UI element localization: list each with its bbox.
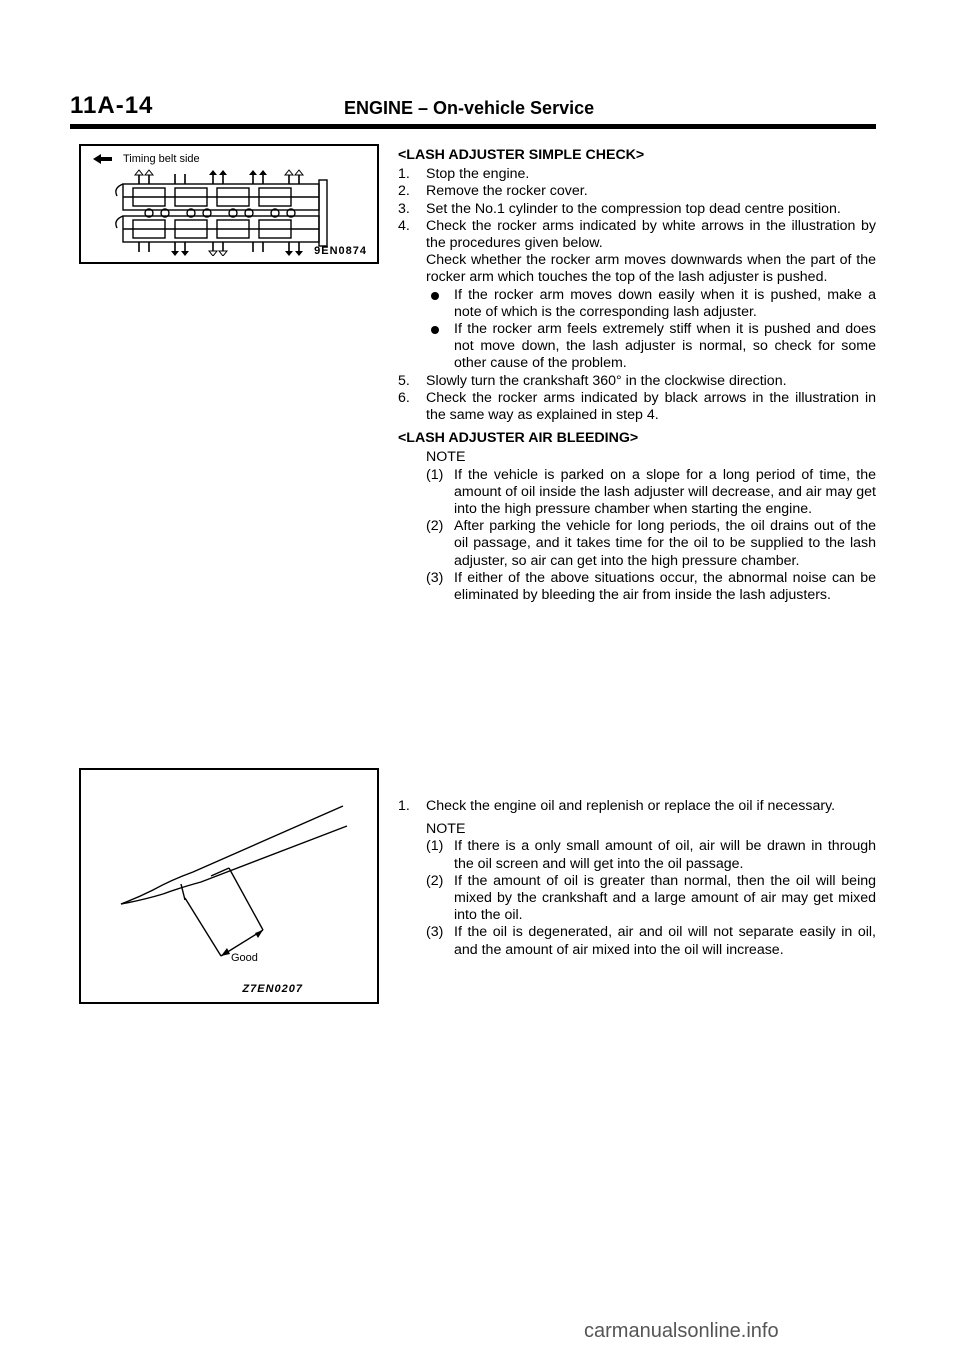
note-item: (3) If the oil is degenerated, air and oil will not separate easily in oil, and the amount of air mixed into the oil will increase. — [426, 924, 876, 958]
left-arrow-icon — [93, 154, 113, 164]
air-bleeding-note — [398, 449, 876, 604]
note-label: NOTE — [426, 449, 466, 466]
oil-dipstick-figure — [79, 768, 379, 1004]
note-list — [426, 467, 876, 605]
list-item: 1. Stop the engine. — [398, 166, 530, 183]
simple-check-heading: <LASH ADJUSTER SIMPLE CHECK> — [398, 147, 645, 163]
figure-caption: Timing belt side — [123, 153, 200, 165]
good-label: Good — [231, 952, 258, 964]
list-item: 1. Check the engine oil and replenish or replace the oil if necessary. — [398, 798, 836, 814]
oil-check-note — [398, 821, 876, 959]
figure-code: 9EN0874 — [314, 245, 367, 257]
list-item: 2. Remove the rocker cover. — [398, 183, 588, 200]
air-bleeding-heading: <LASH ADJUSTER AIR BLEEDING> — [398, 430, 639, 447]
note-item: (1) If the vehicle is parked on a slope for a long period of time, the amount of oil inside the lash adjuster will decrease, and air may get into the high pressure chamber when starting the engine. — [426, 466, 876, 518]
cylinder-head-figure — [79, 144, 379, 264]
page-number: 11A-14 — [70, 92, 154, 119]
step4-detail: Check whether the rocker arm moves downwards when the part of the rocker arm which touches the top of the lash adjuster is pushed. — [426, 252, 876, 286]
bullet-item: If the rocker arm moves down easily when it is pushed, make a note of which is the corresponding lash adjuster. — [426, 287, 876, 321]
list-item: 5. Slowly turn the crankshaft 360° in the clockwise direction. — [398, 372, 787, 389]
note-item: (2) After parking the vehicle for long periods, the oil drains out of the oil passage, and it takes time for the oil to be supplied to the lash adjuster, so air can get into the high pressure chamber. — [426, 518, 876, 569]
oil-check-steps — [398, 798, 876, 815]
list-item: 6. Check the rocker arms indicated by black arrows in the illustration in the same way as explained in step 4. — [398, 389, 876, 424]
figure-code: Z7EN0207 — [242, 983, 303, 995]
bullet-list — [426, 287, 876, 373]
bullet-item: If the rocker arm feels extremely stiff when it is pushed and does not move down, the lash adjuster is normal, so check for some other cause of the problem. — [426, 321, 876, 373]
oil-check-text-block — [398, 798, 876, 959]
cylinder-head-illustration — [109, 166, 339, 256]
lash-adjuster-text-block — [398, 147, 876, 604]
dipstick-illustration — [81, 770, 377, 1002]
list-item: 3. Set the No.1 cylinder to the compression top dead centre position. — [398, 200, 841, 217]
note-item: (3) If either of the above situations occur, the abnormal noise can be eliminated by bleeding the air from inside the lash adjusters. — [426, 569, 876, 604]
note-item: (1) If there is a only small amount of oil, air will be drawn in through the oil screen and will get into the oil passage. — [426, 838, 876, 872]
simple-check-steps — [398, 166, 876, 424]
header-rule — [70, 124, 876, 129]
note-item: (2) If the amount of oil is greater than normal, then the oil will being mixed by the crankshaft and a large amount of air may get mixed into the oil. — [426, 872, 876, 924]
note-label: NOTE — [426, 821, 466, 838]
list-item: 4. Check the rocker arms indicated by white arrows in the illustration by the procedures given below. Check whether the rocker arm moves downwards when the part of the rocker arm which touches the top of the lash adjuster is pushed. If the rocker arm moves down easily when it is pushed, make a note of which is the corresponding lash adjuster. If the rocker arm feels extremely stiff when it is pushed and does not move down, the lash adjuster is normal, so check for some other cause of the problem. — [398, 217, 876, 372]
watermark: carmanualsonline.info — [584, 1320, 779, 1342]
note-list — [426, 838, 876, 958]
section-title: ENGINE – On-vehicle Service — [344, 98, 595, 118]
